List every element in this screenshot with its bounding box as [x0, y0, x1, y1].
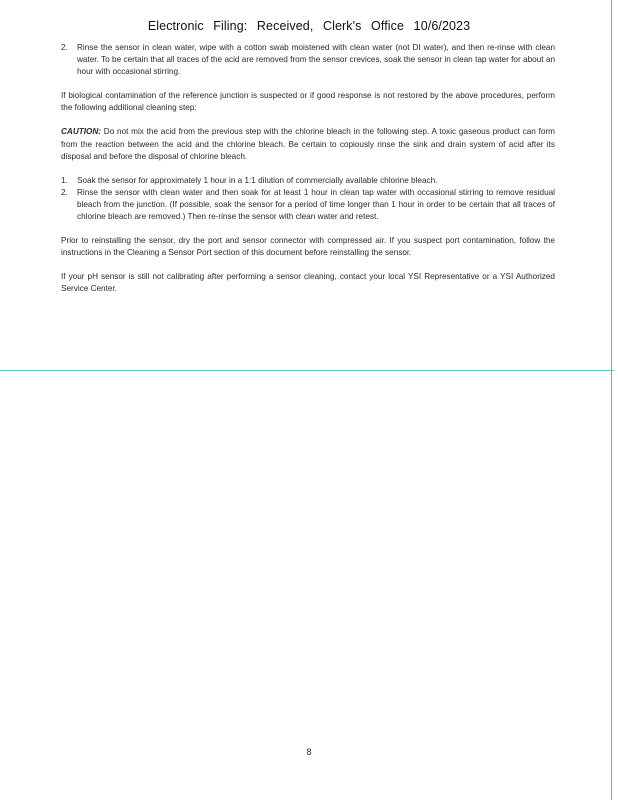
- list-item: [61, 175, 555, 187]
- list-item: [61, 187, 555, 223]
- filing-header: Electronic Filing: Received, Clerk's Office 10/6/2023: [147, 19, 471, 33]
- caution-paragraph: [61, 126, 555, 162]
- reinstall-paragraph: Prior to reinstalling the sensor, dry the port and sensor connector with compressed air. If you suspect port contamination, follow the instructions in the Cleaning a Sensor Port section of this document before reinstalling the sensor.: [61, 236, 555, 258]
- list-item-number: 2.: [61, 187, 68, 197]
- list-item-text: Rinse the sensor in clean water, wipe with a cotton swab moistened with clean water (not DI water), and then re-rinse with clean water. To be certain that all traces of the acid are removed from the sensor crevices, soak the sensor in clean tap water for about an hour with occasional stirring.: [77, 43, 555, 77]
- page-edge-line: [611, 0, 612, 800]
- list-item-number: 2.: [61, 43, 68, 52]
- caution-text: Do not mix the acid from the previous step with the chlorine bleach in the following step. A toxic gaseous product can form from the reaction between the acid and the chlorine bleach. Be certain to copiously rinse the sink and drain system of acid after its disposal and before the disposal of chlorine bleach.: [61, 127, 555, 161]
- list-item: [61, 42, 555, 78]
- step-list-bleach: [61, 175, 555, 223]
- section-divider: [0, 370, 614, 371]
- biological-contamination-paragraph: If biological contamination of the reference junction is suspected or if good response is not restored by the above procedures, perform the following additional cleaning step:: [61, 91, 555, 113]
- list-item-text: Rinse the sensor with clean water and then soak for at least 1 hour in clean tap water with occasional stirring to remove residual bleach from the junction. (If possible, soak the sensor for a period of time longer than 1 hour in order to be certain that all traces of chlorine bleach are removed.) Then re-rinse the sensor with clean water and retest.: [77, 187, 555, 222]
- list-item-text: Soak the sensor for approximately 1 hour in a 1:1 dilution of commercially available chlorine bleach.: [77, 175, 438, 185]
- page-number: 8: [306, 747, 312, 757]
- contact-paragraph: If your pH sensor is still not calibrating after performing a sensor cleaning, contact your local YSI Representative or a YSI Authorized Service Center.: [61, 272, 555, 294]
- list-item-number: 1.: [61, 175, 68, 185]
- step-list-acid: [61, 42, 555, 78]
- caution-label: CAUTION:: [61, 127, 102, 137]
- document-body: [61, 42, 555, 308]
